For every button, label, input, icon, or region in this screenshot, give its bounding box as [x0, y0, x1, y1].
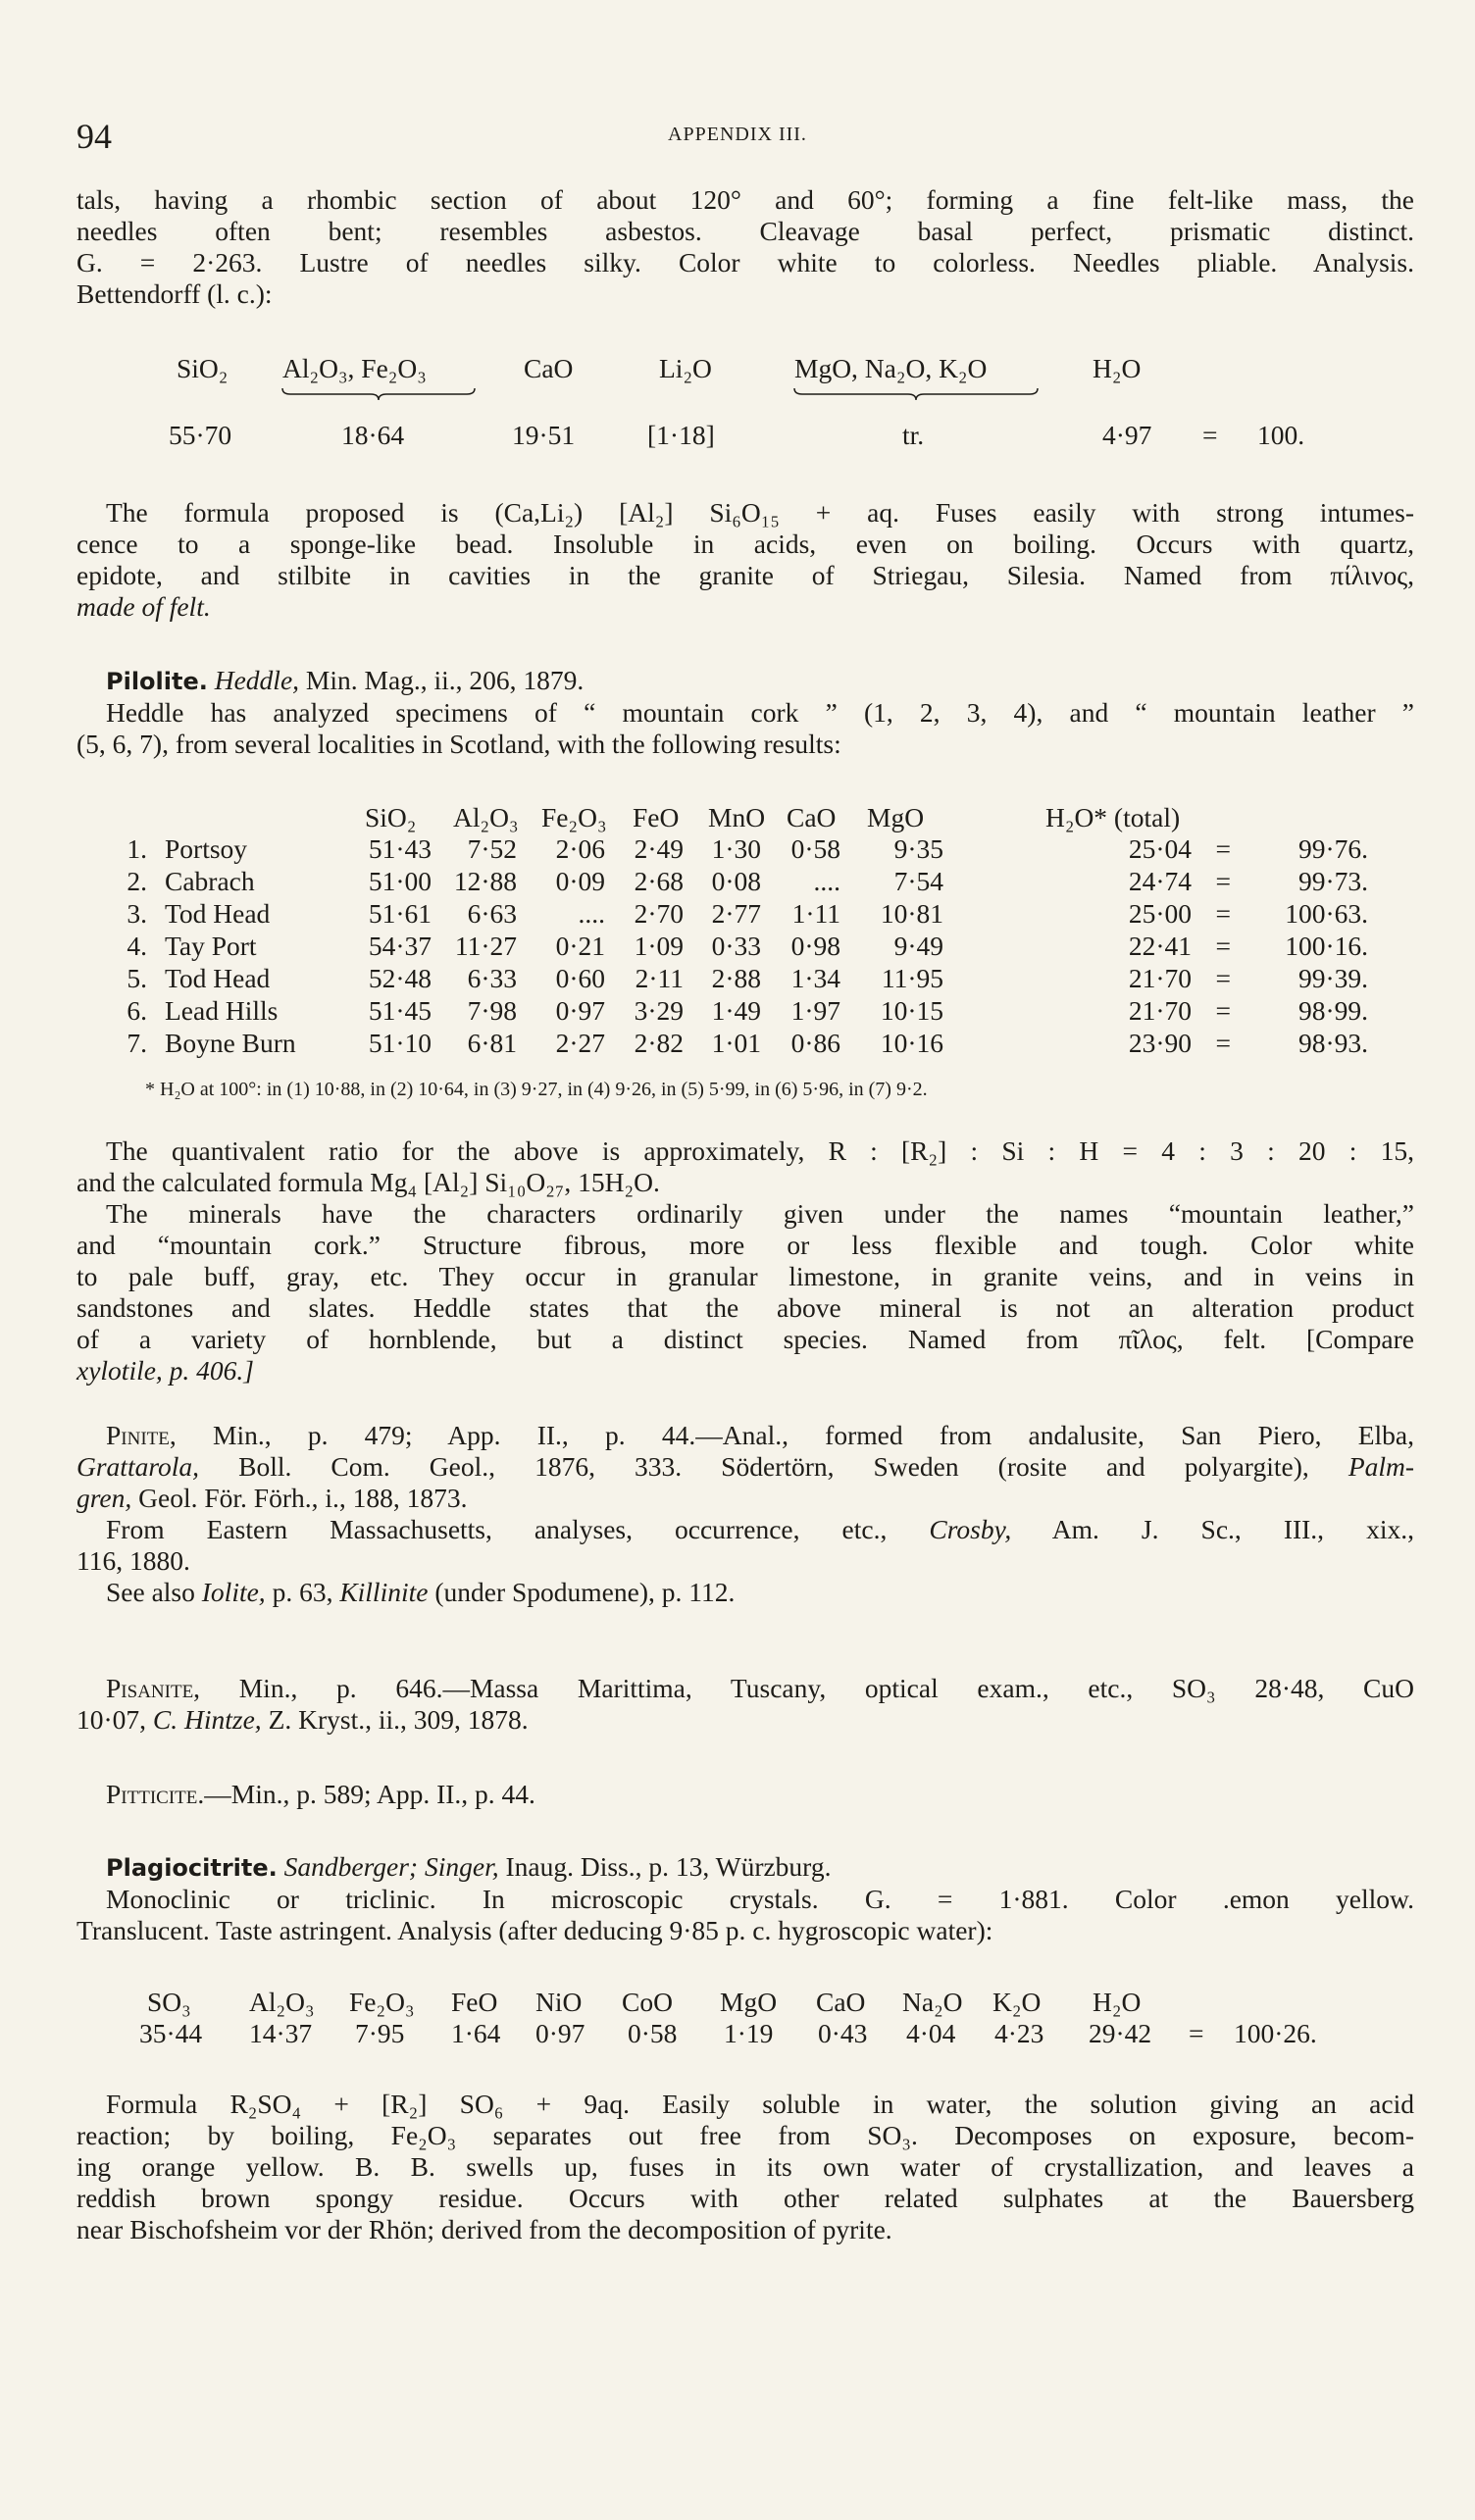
value-cell: 0·08 [711, 866, 761, 896]
value-cell: 23·90 [1128, 1028, 1192, 1058]
text-line: and the calculated formula Mg₄ [Al₂] Si₁₀O₂₇, 15H₂O. [76, 1167, 660, 1197]
text-segment: —Min., p. 589; App. II., p. 44. [204, 1779, 535, 1809]
value-cell: 22·41 [1128, 931, 1192, 961]
header-cell: Fe₂O₃ [349, 1987, 415, 2017]
value-cell: 1·64 [451, 2018, 501, 2048]
header-cell: H₂O [1093, 353, 1142, 383]
locality-cell: Tod Head [165, 963, 271, 993]
col-header: SiO₂ [365, 802, 417, 832]
text-line: made of felt. [76, 591, 211, 622]
text-segment: Z. Kryst., ii., 309, 1878. [268, 1704, 529, 1735]
value-cell: 29·42 [1089, 2018, 1152, 2048]
text-line: Bettendorff (l. c.): [76, 278, 273, 309]
value-cell: 14·37 [249, 2018, 313, 2048]
value-cell: 0·97 [555, 995, 605, 1026]
brace-mark [792, 386, 1042, 402]
text-line: 116, 1880. [76, 1545, 190, 1576]
text-line: Heddle has analyzed specimens of “ mountain cork ” (1, 2, 3, 4), and “ mountain leather ” [106, 697, 1414, 728]
col-header: MgO [867, 802, 925, 832]
value-cell: 0·58 [628, 2018, 678, 2048]
row-number: 3. [127, 898, 147, 929]
value-cell: 6·63 [467, 898, 517, 929]
total-cell: 99·39. [1297, 963, 1368, 993]
text-segment: Boll. Com. Geol., 1876, 333. Södertörn, Sweden (rosite and polyargite), [238, 1451, 1309, 1482]
text-segment: See also [106, 1577, 195, 1607]
row-number: 7. [127, 1028, 147, 1058]
text-line: tals, having a rhombic section of about 120° and 60°; forming a fine felt-like mass, the [76, 184, 1414, 215]
value-cell: 9·35 [893, 833, 943, 864]
col-header: CaO [787, 802, 837, 832]
value-cell: 11·27 [454, 931, 517, 961]
cross-reference: Iolite, [201, 1577, 266, 1607]
value-cell: 0·43 [818, 2018, 868, 2048]
text-line: The quantivalent ratio for the above is approximately, R : [R₂] : Si : H = 4 : 3 : 20 : 15, [106, 1135, 1414, 1166]
value-cell: .... [813, 866, 840, 896]
text-line: The minerals have the characters ordinarily given under the names “mountain leather,” [106, 1198, 1414, 1229]
ref-author: Singer, [424, 1851, 499, 1882]
value-cell: [1·18] [647, 420, 715, 450]
text-segment: Min., p. 479; App. II., p. 44.—Anal., formed from andalusite, San Piero, Elba, [213, 1420, 1414, 1450]
header-cell: SO₃ [147, 1987, 191, 2017]
header-cell: K₂O [992, 1987, 1042, 2017]
header-cell: MgO [720, 1987, 778, 2017]
value-cell: 2·88 [711, 963, 761, 993]
col-header: H₂O* (total) [1045, 802, 1181, 832]
header-cell: MgO, Na₂O, K₂O [794, 353, 988, 383]
text-line: xylotile, p. 406.] [76, 1355, 255, 1386]
value-cell: 10·16 [880, 1028, 943, 1058]
text-line: and “mountain cork.” Structure fibrous, more or less flexible and tough. Color white [76, 1230, 1414, 1260]
value-cell: 2·27 [555, 1028, 605, 1058]
header-cell: CaO [524, 353, 574, 383]
value-cell: 100. [1257, 420, 1305, 450]
value-cell: 7·98 [467, 995, 517, 1026]
ref-author: Grattarola, [76, 1451, 200, 1482]
text-line: ing orange yellow. B. B. swells up, fuses in its own water of crystallization, and leaves a [76, 2151, 1414, 2182]
col-header: Fe₂O₃ [541, 802, 607, 832]
header-cell: FeO [451, 1987, 498, 2017]
value-cell: 1·09 [634, 931, 684, 961]
equals-sign: = [1215, 898, 1231, 929]
brace-mark [280, 386, 477, 402]
equals-sign: = [1215, 1028, 1231, 1058]
text-line: cence to a sponge-like bead. Insoluble in acids, even on boiling. Occurs with quartz, [76, 529, 1414, 559]
text-line: Formula R₂SO₄ + [R₂] SO₆ + 9aq. Easily soluble in water, the solution giving an acid [106, 2089, 1414, 2119]
value-cell: 21·70 [1128, 995, 1192, 1026]
entry-title: Plagiocitrite. [106, 1854, 278, 1882]
equals-sign: = [1215, 866, 1231, 896]
value-cell: 6·33 [467, 963, 517, 993]
text-line: (5, 6, 7), from several localities in Scotland, with the following results: [76, 729, 841, 759]
ref-author: Palm- [1348, 1451, 1415, 1482]
text-segment: p. 63, [272, 1577, 333, 1607]
value-cell: 1·11 [791, 898, 840, 929]
row-number: 4. [127, 931, 147, 961]
total-cell: 98·93. [1297, 1028, 1368, 1058]
pinite-entry [76, 1420, 1414, 1608]
total-cell: 100·16. [1285, 931, 1368, 961]
text-line: Monoclinic or triclinic. In microscopic crystals. G. = 1·881. Color .emon yellow. [106, 1884, 1414, 1914]
cross-reference: Killinite [339, 1577, 429, 1607]
text-segment: (under Spodumene), p. 112. [434, 1577, 736, 1607]
equals-sign: = [1215, 931, 1231, 961]
ref-author: C. Hintze, [152, 1704, 262, 1735]
value-cell: 51·45 [368, 995, 432, 1026]
total-cell: 100·63. [1285, 898, 1368, 929]
value-cell: 1·34 [790, 963, 840, 993]
value-cell: 4·04 [906, 2018, 956, 2048]
locality-cell: Tod Head [165, 898, 271, 929]
value-cell: 35·44 [139, 2018, 203, 2048]
value-cell: 0·97 [535, 2018, 585, 2048]
text-line: needles often bent; resembles asbestos. Cleavage basal perfect, prismatic distinct. [76, 216, 1414, 246]
value-cell: = [1189, 2018, 1204, 2048]
value-cell: 1·19 [724, 2018, 774, 2048]
entry-title: Pilolite. [106, 668, 208, 695]
page-number: 94 [76, 117, 112, 156]
row-number: 1. [127, 833, 147, 864]
value-cell: 24·74 [1128, 866, 1192, 896]
value-cell: 18·64 [341, 420, 405, 450]
page-header [76, 116, 1399, 155]
value-cell: 4·23 [994, 2018, 1044, 2048]
value-cell: .... [578, 898, 605, 929]
value-cell: tr. [902, 420, 925, 450]
ref-author: Crosby, [929, 1514, 1012, 1544]
header-cell: Al₂O₃, Fe₂O₃ [282, 353, 427, 383]
text-line: Translucent. Taste astringent. Analysis (after deducing 9·85 p. c. hygroscopic water): [76, 1915, 993, 1945]
intro-paragraph [76, 184, 1414, 310]
value-cell: 4·97 [1102, 420, 1152, 450]
plagiocitrite-entry [76, 1851, 1414, 1946]
header-cell: NiO [535, 1987, 583, 2017]
header-cell: SiO₂ [177, 353, 229, 383]
value-cell: 2·77 [711, 898, 761, 929]
entry-title: Pinite, [106, 1420, 177, 1450]
value-cell: 25·00 [1128, 898, 1192, 929]
equals-sign: = [1215, 963, 1231, 993]
text-line: to pale buff, gray, etc. They occur in granular limestone, in granite veins, and in veins in [76, 1261, 1414, 1291]
value-cell: 52·48 [368, 963, 432, 993]
total-cell: 98·99. [1297, 995, 1368, 1026]
locality-cell: Tay Port [165, 931, 257, 961]
row-number: 6. [127, 995, 147, 1026]
header-cell: Li₂O [659, 353, 712, 383]
plagiocitrite-description [76, 2089, 1414, 2245]
value-cell: 2·68 [634, 866, 684, 896]
value-cell: 0·33 [711, 931, 761, 961]
ref-author: gren, [76, 1483, 132, 1513]
header-cell: H₂O [1093, 1987, 1142, 2017]
running-head: APPENDIX III. [668, 124, 807, 145]
value-cell: 0·98 [790, 931, 840, 961]
value-cell: 21·70 [1128, 963, 1192, 993]
value-cell: 51·43 [368, 833, 432, 864]
col-header: FeO [633, 802, 680, 832]
text-line: near Bischofsheim vor der Rhön; derived from the decomposition of pyrite. [76, 2214, 892, 2244]
pitticite-entry [76, 1779, 1414, 1810]
value-cell: 51·61 [368, 898, 432, 929]
value-cell: 7·54 [893, 866, 943, 896]
value-cell: 10·15 [880, 995, 943, 1026]
locality-cell: Boyne Burn [165, 1028, 296, 1058]
value-cell: 2·82 [634, 1028, 684, 1058]
value-cell: 0·86 [790, 1028, 840, 1058]
text-segment: Inaug. Diss., p. 13, Würzburg. [505, 1851, 832, 1882]
text-line: G. = 2·263. Lustre of needles silky. Color white to colorless. Needles pliable. Analysis. [76, 247, 1414, 277]
value-cell: 2·49 [634, 833, 684, 864]
text-segment: Geol. För. Förh., i., 188, 1873. [138, 1483, 468, 1513]
value-cell: 54·37 [368, 931, 432, 961]
pilolite-description [76, 1135, 1414, 1386]
value-cell: 2·70 [634, 898, 684, 929]
formula-paragraph [76, 497, 1414, 623]
value-cell: 12·88 [453, 866, 517, 896]
total-cell: 99·73. [1297, 866, 1368, 896]
row-number: 2. [127, 866, 147, 896]
locality-cell: Portsoy [165, 833, 248, 864]
value-cell: 11·95 [881, 963, 943, 993]
col-header: Al₂O₃ [453, 802, 519, 832]
value-cell: 2·11 [635, 963, 684, 993]
total-cell: 99·76. [1297, 833, 1368, 864]
value-cell: 6·81 [467, 1028, 517, 1058]
col-header: MnO [708, 802, 766, 832]
value-cell: 19·51 [512, 420, 576, 450]
value-cell: 9·49 [893, 931, 943, 961]
value-cell: 100·26. [1234, 2018, 1317, 2048]
value-cell: 1·49 [711, 995, 761, 1026]
text-line: reaction; by boiling, Fe₂O₃ separates out free from SO₃. Decomposes on exposure, becom- [76, 2120, 1414, 2150]
value-cell: 1·30 [711, 833, 761, 864]
header-cell: CoO [622, 1987, 673, 2017]
header-cell: Al₂O₃ [249, 1987, 315, 2017]
text-line: sandstones and slates. Heddle states that the above mineral is not an alteration product [76, 1292, 1414, 1323]
value-cell: 51·10 [368, 1028, 432, 1058]
header-cell: Na₂O [902, 1987, 963, 2017]
value-cell: 7·95 [355, 2018, 405, 2048]
value-cell: 10·81 [880, 898, 943, 929]
ref-author: Sandberger; [283, 1851, 419, 1882]
equals-sign: = [1215, 995, 1231, 1026]
value-cell: 2·06 [555, 833, 605, 864]
locality-cell: Lead Hills [165, 995, 279, 1026]
pisanite-entry [76, 1673, 1414, 1736]
value-cell: 55·70 [169, 420, 232, 450]
entry-title: Pisanite, [106, 1673, 201, 1703]
ref-text: Min. Mag., ii., 206, 1879. [305, 665, 585, 695]
value-cell: 3·29 [634, 995, 684, 1026]
value-cell: 1·97 [790, 995, 840, 1026]
ref-author: Heddle, [214, 665, 300, 695]
text-line: reddish brown spongy residue. Occurs with other related sulphates at the Bauersberg [76, 2183, 1414, 2213]
equals-sign: = [1215, 833, 1231, 864]
value-cell: 0·58 [790, 833, 840, 864]
row-number: 5. [127, 963, 147, 993]
value-cell: 25·04 [1128, 833, 1192, 864]
value-cell: 0·60 [555, 963, 605, 993]
value-cell: = [1202, 420, 1218, 450]
entry-title: Pitticite. [106, 1779, 205, 1809]
pilolite-entry [76, 665, 1414, 760]
locality-cell: Cabrach [165, 866, 255, 896]
text-segment: Min., p. 646.—Massa Marittima, Tuscany, optical exam., etc., SO₃ 28·48, CuO [238, 1673, 1414, 1703]
value-cell: 0·21 [555, 931, 605, 961]
text-segment: 10·07, [76, 1704, 147, 1735]
header-cell: CaO [816, 1987, 866, 2017]
text-segment: From Eastern Massachusetts, analyses, occurrence, etc., [106, 1514, 888, 1544]
value-cell: 0·09 [555, 866, 605, 896]
table-footnote: * H₂O at 100°: in (1) 10·88, in (2) 10·64, in (3) 9·27, in (4) 9·26, in (5) 5·99, in (6) 5·96, in (7) 9·2. [145, 1079, 928, 1100]
text-line: epidote, and stilbite in cavities in the granite of Striegau, Silesia. Named from πίλινος, [76, 560, 1414, 590]
text-line: of a variety of hornblende, but a distinct species. Named from πῖλος, felt. [Compare [76, 1324, 1414, 1354]
text-line: The formula proposed is (Ca,Li₂) [Al₂] Si₆O₁₅ + aq. Fuses easily with strong intumes- [106, 497, 1414, 528]
value-cell: 7·52 [467, 833, 517, 864]
value-cell: 51·00 [368, 866, 432, 896]
value-cell: 1·01 [711, 1028, 761, 1058]
text-segment: Am. J. Sc., III., xix., [1051, 1514, 1414, 1544]
